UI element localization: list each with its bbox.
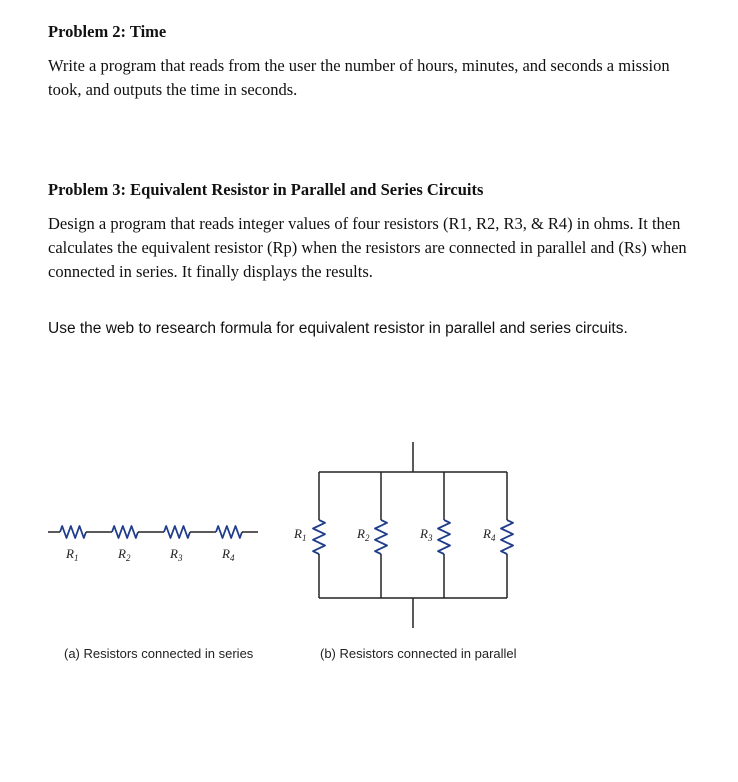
series-resistor-1 <box>60 526 86 538</box>
research-note: Use the web to research formula for equivalent resistor in parallel and series circuits. <box>48 320 628 337</box>
problem-3-heading: Problem 3: Equivalent Resistor in Parallel and Series Circuits <box>48 180 484 199</box>
series-resistor-3 <box>164 526 190 538</box>
parallel-branch-1 <box>313 472 325 598</box>
parallel-branch-3 <box>438 472 450 598</box>
problem-2-heading: Problem 2: Time <box>48 22 167 41</box>
parallel-circuit <box>293 442 517 661</box>
series-r3-label: $R_3$ <box>170 546 183 563</box>
parallel-resistor-4 <box>501 520 513 554</box>
parallel-resistor-1 <box>313 520 325 554</box>
resistor-circuits-figure <box>0 430 738 680</box>
series-circuit <box>48 526 258 661</box>
parallel-branch-4 <box>501 472 513 598</box>
parallel-r1-label: $R_1$ <box>294 526 307 543</box>
series-resistor-2 <box>112 526 138 538</box>
parallel-resistor-3 <box>438 520 450 554</box>
series-r2-label: $R_2$ <box>118 546 131 563</box>
parallel-r4-label: $R_4$ <box>483 526 496 543</box>
series-r4-label: $R_4$ <box>222 546 235 563</box>
series-caption: (a) Resistors connected in series <box>64 646 254 661</box>
parallel-resistor-2 <box>375 520 387 554</box>
parallel-caption: (b) Resistors connected in parallel <box>320 646 517 661</box>
problem-3-description: Design a program that reads integer values of four resistors (R1, R2, R3, & R4) in ohms. It then calculates the equivalent resistor (Rp) when the resistors are connected in parallel and (Rs) when connected in series. It finally displays the results. <box>48 214 687 281</box>
parallel-branch-2 <box>375 472 387 598</box>
problem-2-description: Write a program that reads from the user the number of hours, minutes, and seconds a mission took, and outputs the time in seconds. <box>48 56 670 99</box>
series-r1-label: $R_1$ <box>66 546 79 563</box>
series-resistor-4 <box>216 526 242 538</box>
parallel-r3-label: $R_3$ <box>420 526 433 543</box>
parallel-r2-label: $R_2$ <box>357 526 370 543</box>
